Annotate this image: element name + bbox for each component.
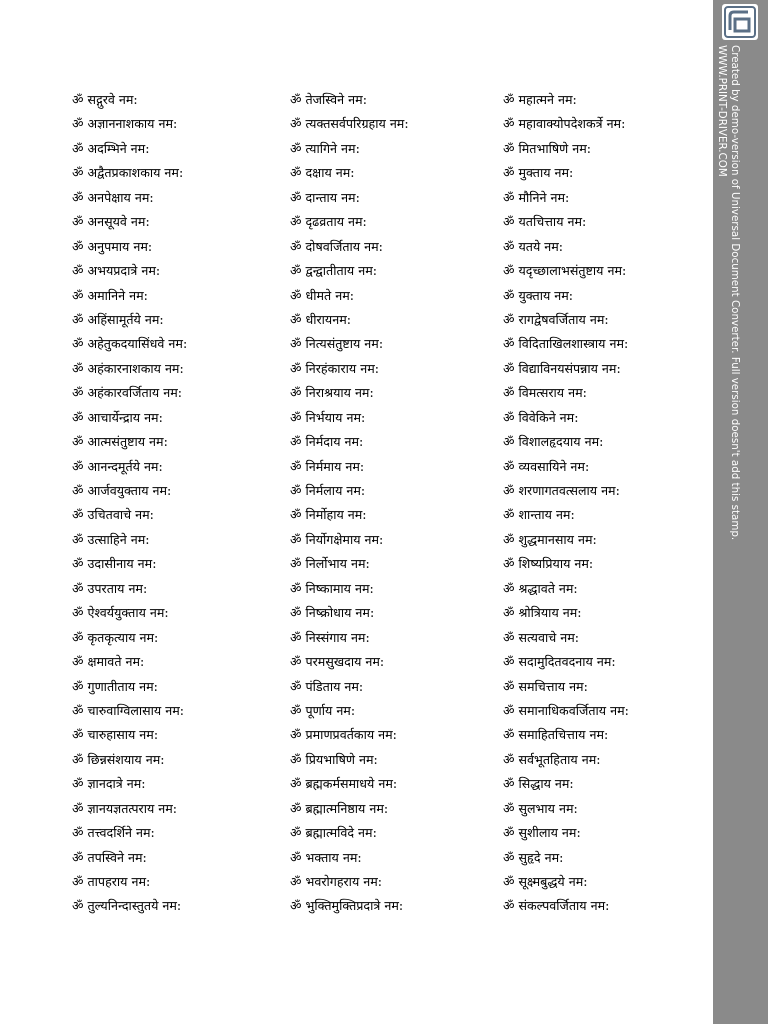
column-2 [290, 88, 503, 919]
name-entry: ॐ निस्संगाय नम: [290, 629, 370, 645]
name-entry: ॐ आनन्दमूर्तये नम: [72, 458, 163, 474]
name-entry: ॐ भवरोगहराय नम: [290, 874, 383, 889]
name-entry: ॐ विमत्सराय नम: [503, 385, 587, 401]
name-entry: ॐ अमानिने नम: [72, 287, 148, 303]
name-entry: ॐ परमसुखदाय नम: [290, 654, 385, 670]
name-entry: ॐ ऐश्वर्ययुक्ताय नम: [72, 605, 169, 621]
name-entry: ॐ निष्क्रोधाय नम: [290, 605, 375, 621]
name-entry: ॐ मुक्ताय नम: [503, 165, 574, 181]
name-entry: ॐ मौनिने नम: [503, 189, 570, 205]
name-entry: ॐ दान्ताय नम: [290, 189, 360, 205]
name-entry: ॐ भुक्तिमुक्तिप्रदात्रे नम: [290, 898, 404, 914]
name-entry: ॐ द्वन्द्वातीताय नम: [290, 263, 377, 279]
name-entry: ॐ शिष्यप्रियाय नम: [503, 556, 594, 572]
name-entry: ॐ ज्ञानयज्ञतत्पराय नम: [72, 800, 178, 816]
name-entry: ॐ यदृच्छालाभसंतुष्टाय नम: [503, 263, 627, 279]
name-entry: ॐ महावाक्योपदेशकर्त्रे नम: [503, 116, 626, 132]
name-entry: ॐ सुशीलाय नम: [503, 825, 581, 841]
name-entry: ॐ अनसूयवे नम: [72, 214, 150, 230]
name-entry: ॐ समानाधिकवर्जिताय नम: [503, 702, 629, 718]
name-columns [72, 88, 702, 919]
name-entry: ॐ सत्यवाचे नम: [503, 629, 579, 645]
name-entry: ॐ अनुपमाय नम: [72, 238, 153, 254]
name-entry: ॐ पंडिताय नम: [290, 678, 364, 694]
name-entry: ॐ क्षमावते नम: [72, 654, 145, 670]
name-entry: ॐ रागद्वेषवर्जिताय नम: [503, 311, 609, 327]
name-entry: ॐ भक्ताय नम: [290, 849, 362, 865]
name-entry: ॐ सूक्ष्मबुद्धये नम: [503, 874, 588, 889]
name-entry: ॐ सुहृदे नम: [503, 849, 564, 865]
name-entry: ॐ तेजस्विने नम: [290, 92, 367, 107]
watermark-stamp-bar [713, 0, 768, 1024]
name-entry: ॐ श्रद्धावते नम: [503, 580, 578, 596]
name-entry: ॐ समचित्ताय नम: [503, 678, 588, 694]
name-entry: ॐ उत्साहिने नम: [72, 531, 150, 547]
name-entry: ॐ उचितवाचे नम: [72, 507, 154, 523]
name-entry: ॐ विशालहृदयाय नम: [503, 434, 604, 450]
name-entry: ॐ ब्रह्मात्मनिष्ठाय नम: [290, 800, 389, 816]
name-entry: ॐ दक्षाय नम: [290, 165, 355, 181]
name-entry: ॐ दृढव्रताय नम: [290, 214, 367, 230]
name-entry: ॐ आचार्येन्द्राय नम: [72, 409, 163, 425]
name-entry: ॐ विदिताखिलशास्त्राय नम: [503, 336, 629, 352]
name-entry: ॐ सदामुदितवदनाय नम: [503, 654, 616, 670]
name-entry: ॐ शान्ताय नम: [503, 507, 575, 523]
column-3 [503, 88, 702, 919]
name-entry: ॐ आत्मसंतुष्टाय नम: [72, 434, 168, 450]
name-entry: ॐ यतचित्ताय नम: [503, 214, 587, 230]
name-entry: ॐ धीमते नम: [290, 287, 354, 303]
name-entry: ॐ प्रमाणप्रवर्तकाय नम: [290, 727, 397, 743]
name-entry: ॐ धीरायनम: [290, 311, 351, 327]
name-entry: ॐ अद्वैतप्रकाशकाय नम: [72, 165, 184, 181]
name-entry: ॐ पूर्णाय नम: [290, 702, 356, 718]
name-entry: ॐ दोषवर्जिताय नम: [290, 238, 383, 254]
name-entry: ॐ सद्गुरवे नम: [72, 92, 138, 107]
name-entry: ॐ महात्मने नम: [503, 92, 577, 107]
name-entry: ॐ श्रोत्रियाय नम: [503, 605, 582, 621]
column-1 [72, 88, 290, 919]
name-entry: ॐ ज्ञानदात्रे नम: [72, 776, 146, 792]
name-entry: ॐ ब्रह्मकर्मसमाधये नम: [290, 776, 398, 792]
printer-logo-icon [722, 4, 758, 40]
name-entry: ॐ उदासीनाय नम: [72, 556, 157, 572]
name-entry: ॐ अदम्भिने नम: [72, 140, 150, 156]
name-entry: ॐ चारुहासाय नम: [72, 727, 159, 743]
name-entry: ॐ छिन्नसंशयाय नम: [72, 751, 165, 767]
name-entry: ॐ निर्मलाय नम: [290, 483, 366, 498]
name-entry: ॐ अज्ञाननाशकाय नम: [72, 116, 178, 132]
name-entry: ॐ निरहंकाराय नम: [290, 360, 379, 376]
name-entry: ॐ त्यागिने नम: [290, 140, 360, 156]
name-entry: ॐ यतये नम: [503, 238, 564, 254]
name-entry: ॐ निर्ममाय नम: [290, 458, 365, 474]
name-entry: ॐ कृतकृत्याय नम: [72, 629, 159, 645]
name-entry: ॐ प्रियभाषिणे नम: [290, 751, 378, 767]
name-entry: ॐ निर्लोभाय नम: [290, 556, 370, 572]
name-entry: ॐ निर्मदाय नम: [290, 434, 364, 450]
watermark-text: Created by demo-version of Universal Document Converter. Full version doesn't add this stamp. [729, 45, 741, 541]
name-entry: ॐ निर्योगक्षेमाय नम: [290, 531, 384, 547]
name-entry: ॐ निराश्रयाय नम: [290, 385, 374, 401]
name-entry: ॐ उपरताय नम: [72, 580, 148, 596]
name-entry: ॐ तत्त्वदर्शिने नम: [72, 825, 155, 841]
name-entry: ॐ अहिंसामूर्तये नम: [72, 311, 164, 327]
name-entry: ॐ मितभाषिणे नम: [503, 140, 591, 156]
name-entry: ॐ विवेकिने नम: [503, 409, 579, 425]
name-entry: ॐ तापहराय नम: [72, 874, 151, 889]
name-entry: ॐ विद्याविनयसंपन्नाय नम: [503, 360, 621, 376]
name-entry: ॐ निर्भयाय नम: [290, 409, 366, 425]
name-entry: ॐ ब्रह्मात्मविदे नम: [290, 825, 377, 841]
name-entry: ॐ निर्मोहाय नम: [290, 507, 367, 523]
name-entry: ॐ अहंकारनाशकाय नम: [72, 360, 184, 376]
name-entry: ॐ शरणागतवत्सलाय नम: [503, 483, 620, 498]
name-entry: ॐ नित्यसंतुष्टाय नम: [290, 336, 384, 352]
name-entry: ॐ युक्ताय नम: [503, 287, 574, 303]
name-entry: ॐ व्यवसायिने नम: [503, 458, 590, 474]
name-entry: ॐ अनपेक्षाय नम: [72, 189, 154, 205]
name-entry: ॐ निष्कामाय नम: [290, 580, 374, 596]
name-entry: ॐ संकल्पवर्जिताय नम: [503, 898, 610, 914]
name-entry: ॐ सिद्धाय नम: [503, 776, 574, 792]
name-entry: ॐ अहेतुकदयासिंधवे नम: [72, 336, 188, 352]
watermark-url: WWW.PRINT-DRIVER.COM [716, 45, 728, 177]
name-entry: ॐ तुल्यनिन्दास्तुतये नम: [72, 898, 182, 914]
name-entry: ॐ चारुवाग्विलासाय नम: [72, 702, 184, 718]
name-entry: ॐ शुद्धमानसाय नम: [503, 531, 597, 547]
name-entry: ॐ सुलभाय नम: [503, 800, 578, 816]
name-entry: ॐ तपस्विने नम: [72, 849, 147, 865]
name-entry: ॐ सर्वभूतहिताय नम: [503, 751, 601, 767]
name-entry: ॐ अभयप्रदात्रे नम: [72, 263, 161, 279]
name-entry: ॐ त्यक्तसर्वपरिग्रहाय नम: [290, 116, 409, 132]
name-entry: ॐ अहंकारवर्जिताय नम: [72, 385, 183, 401]
name-entry: ॐ गुणातीताय नम: [72, 678, 158, 694]
name-entry: ॐ समाहितचित्ताय नम: [503, 727, 609, 743]
name-entry: ॐ आर्जवयुक्ताय नम: [72, 483, 172, 498]
